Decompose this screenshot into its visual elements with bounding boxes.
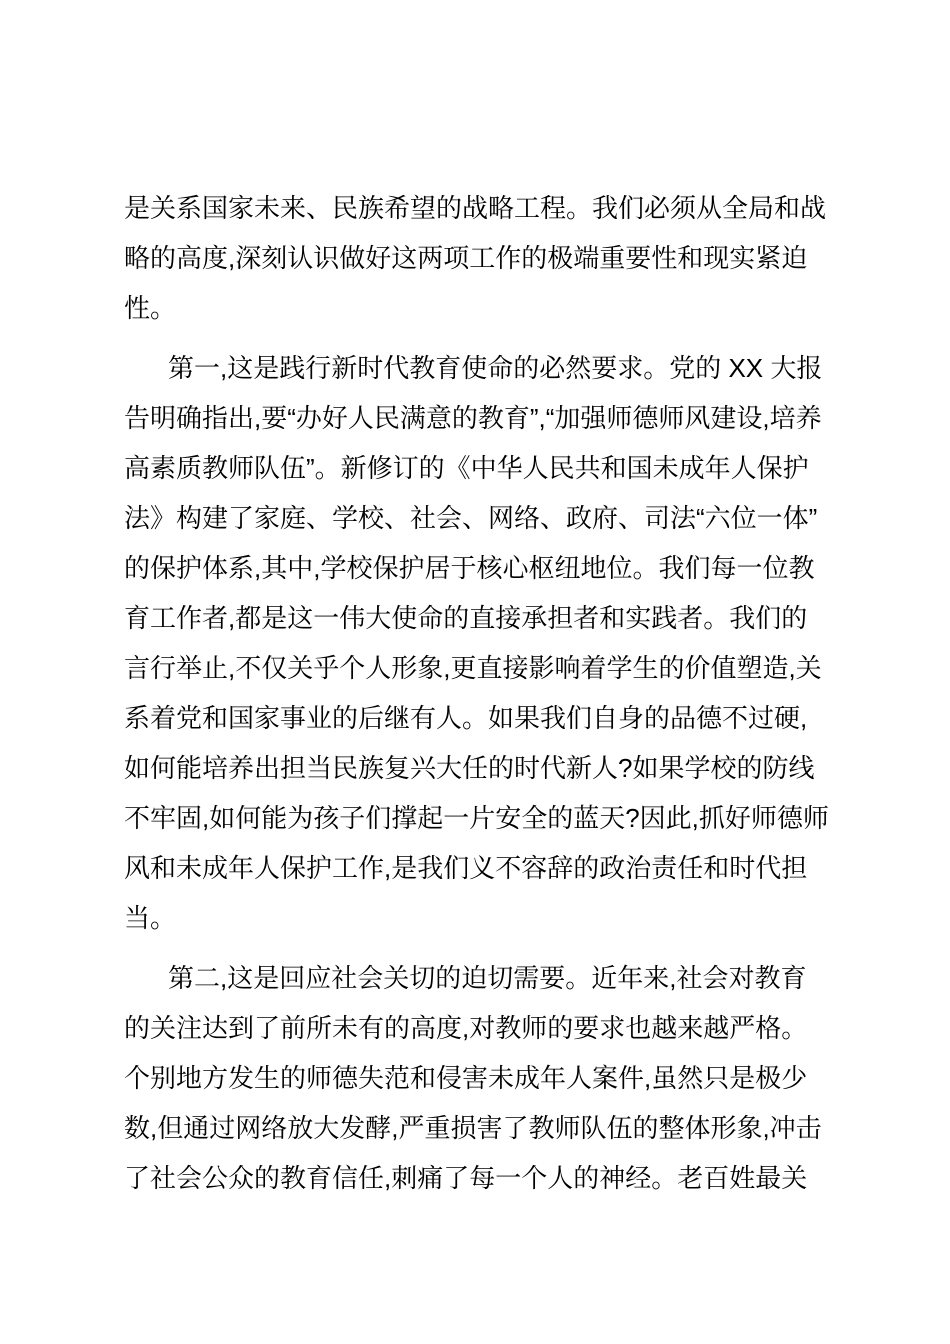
text-line: 第二,这是回应社会关切的迫切需要。近年来,社会对教育 [168,963,807,993]
text-line: 告明确指出,要“办好人民满意的教育”,“加强师德师风建设,培养 [124,403,822,433]
text-line: 如何能培养出担当民族复兴大任的时代新人?如果学校的防线 [124,753,815,783]
paragraph-first-point [124,343,829,943]
text-line: 略的高度,深刻认识做好这两项工作的极端重要性和现实紧迫 [124,243,808,273]
text-line: 个别地方发生的师德失范和侵害未成年人案件,虽然只是极少 [124,1063,808,1093]
text-line: 第一,这是践行新时代教育使命的必然要求。党的 XX 大报 [168,353,823,383]
text-line: 不牢固,如何能为孩子们撑起一片安全的蓝天?因此,抓好师德师 [124,803,829,833]
paragraph-continuation [124,183,827,333]
text-line: 风和未成年人保护工作,是我们义不容辞的政治责任和时代担 [124,853,808,883]
paragraph-second-point [124,953,824,1203]
text-line: 性。 [124,293,177,323]
text-line: 法》构建了家庭、学校、社会、网络、政府、司法“六位一体” [124,503,818,533]
document-text-body [124,0,829,1203]
text-line: 当。 [124,903,177,933]
text-line: 是关系国家未来、民族希望的战略工程。我们必须从全局和战 [124,193,827,223]
text-line: 言行举止,不仅关乎个人形象,更直接影响着学生的价值塑造,关 [124,653,822,683]
text-line: 数,但通过网络放大发酵,严重损害了教师队伍的整体形象,冲击 [124,1113,822,1143]
text-line: 了社会公众的教育信任,刺痛了每一个人的神经。老百姓最关 [124,1163,808,1193]
text-line: 育工作者,都是这一伟大使命的直接承担者和实践者。我们的 [124,603,808,633]
text-line: 高素质教师队伍”。新修订的《中华人民共和国未成年人保护 [124,453,809,483]
text-line: 系着党和国家事业的后继有人。如果我们自身的品德不过硬, [124,703,808,733]
text-line: 的关注达到了前所未有的高度,对教师的要求也越来越严格。 [124,1013,808,1043]
text-line: 的保护体系,其中,学校保护居于核心枢纽地位。我们每一位教 [124,553,815,583]
